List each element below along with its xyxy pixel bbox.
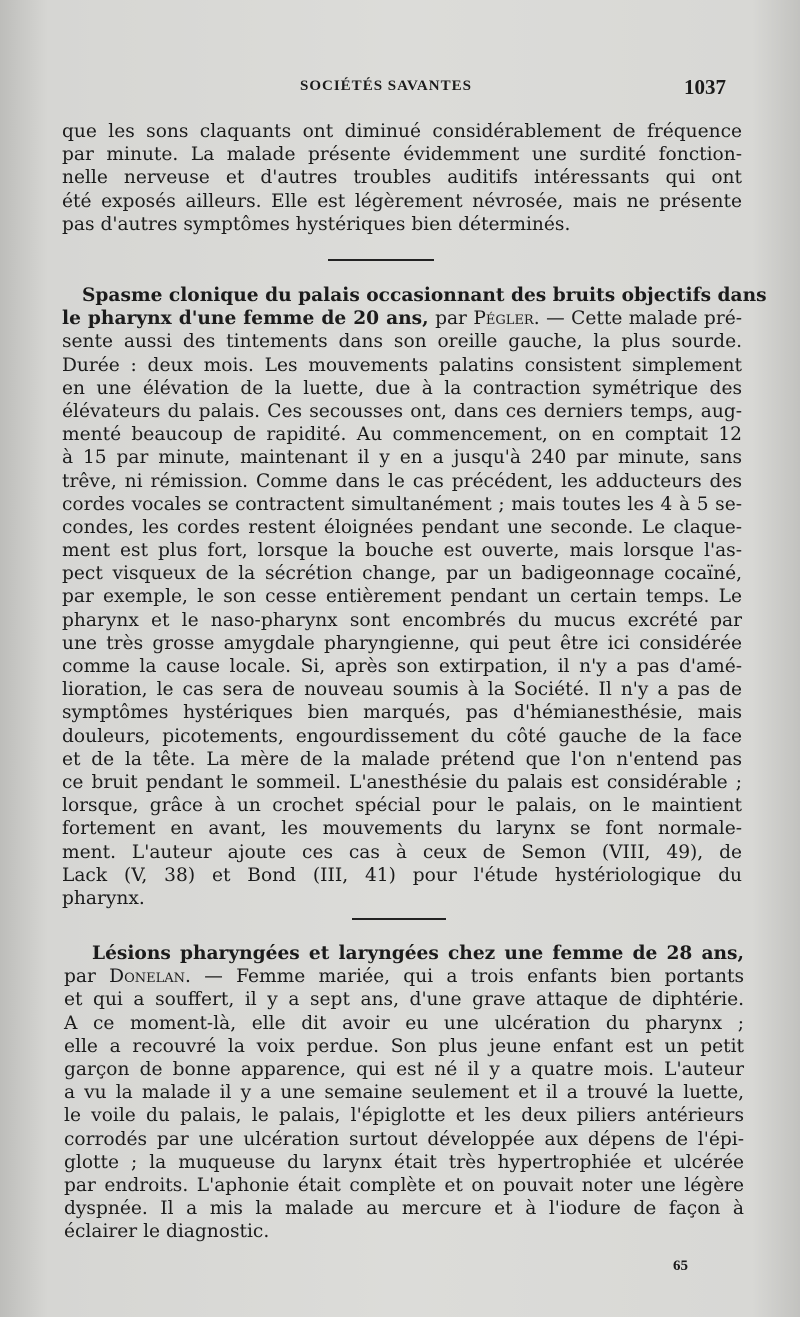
text-line: le voile du palais, le palais, l'épiglotte et les deux piliers antérieurs	[64, 1105, 744, 1127]
text-line: trêve, ni rémission. Comme dans le cas précédent, les adducteurs des	[62, 470, 742, 492]
text-line: fortement en avant, les mouvements du larynx se font normale-	[62, 818, 742, 840]
text-line: a vu la malade il y a une semaine seulement et il a trouvé la luette,	[64, 1082, 744, 1104]
author-name: Pégler	[473, 308, 534, 330]
text-line: sente aussi des tintements dans son oreille gauche, la plus sourde.	[62, 331, 742, 353]
text-line: éclairer le diagnostic.	[64, 1221, 270, 1243]
text-line: elle a recouvré la voix perdue. Son plus jeune enfant est un petit	[64, 1035, 744, 1057]
text-line: par minute. La malade présente évidemment une surdité fonction-	[62, 144, 742, 166]
text-line: par endroits. L'aphonie était complète et on pouvait noter une légère	[64, 1174, 744, 1196]
text-line: une très grosse amygdale pharyngienne, qui peut être ici considérée	[62, 632, 742, 654]
text-line: pect visqueux de la sécrétion change, par un badigeonnage cocaïné,	[62, 563, 742, 585]
text-line: garçon de bonne apparence, qui est né il y a quatre mois. L'auteur	[64, 1058, 744, 1080]
section-divider	[352, 918, 446, 920]
text-line: pharynx et le naso-pharynx sont encombrés du mucus excrété par	[62, 609, 742, 631]
text-line: ce bruit pendant le sommeil. L'anesthésie du palais est considérable ;	[62, 771, 742, 793]
text-span: . — Femme mariée, qui a trois enfants bien portants	[185, 966, 744, 988]
text-line: nelle nerveuse et d'autres troubles auditifs intéressants qui ont	[62, 167, 742, 189]
section-title-continued: le pharynx d'une femme de 20 ans,	[62, 308, 429, 330]
text-line: pas d'autres symptômes hystériques bien déterminés.	[62, 213, 571, 235]
section-divider	[328, 259, 434, 261]
text-line: élévateurs du palais. Ces secousses ont, dans ces derniers temps, aug-	[62, 400, 742, 422]
text-line: lorsque, grâce à un crochet spécial pour le palais, on le maintient	[62, 795, 742, 817]
text-line: Lack (V, 38) et Bond (III, 41) pour l'étude hystériologique du	[62, 864, 742, 886]
text-line: douleurs, picotements, engourdissement du côté gauche de la face	[62, 725, 742, 747]
text-line: cordes vocales se contractent simultanément ; mais toutes les 4 à 5 se-	[62, 493, 742, 515]
author-prefix: par	[64, 966, 110, 988]
text-line: corrodés par une ulcération surtout développée aux dépens de l'épi-	[64, 1128, 744, 1150]
text-line: ment est plus fort, lorsque la bouche est ouverte, mais lorsque l'as-	[62, 540, 742, 562]
running-head: SOCIÉTÉS SAVANTES	[300, 78, 472, 94]
text-line: à 15 par minute, maintenant il y en a jusqu'à 240 par minute, sans	[62, 447, 742, 469]
text-line: condes, les cordes restent éloignées pendant une seconde. Le claque-	[62, 516, 742, 538]
text-line: pharynx.	[62, 887, 145, 909]
text-line: en une élévation de la luette, due à la contraction symétrique des	[62, 377, 742, 399]
section-title: Spasme clonique du palais occasionnant des bruits objectifs dans	[82, 285, 767, 306]
text-span: . — Cette malade pré-	[533, 308, 742, 330]
section-lesions	[64, 942, 744, 1243]
text-line: symptômes hystériques bien marqués, pas d'hémianesthésie, mais	[62, 702, 742, 724]
text-line: A ce moment-là, elle dit avoir eu une ulcération du pharynx ;	[64, 1012, 744, 1034]
text-line: comme la cause locale. Si, après son extirpation, il n'y a pas d'amé-	[62, 656, 742, 677]
text-line: ment. L'auteur ajoute ces cas à ceux de Semon (VIII, 49), de	[62, 841, 742, 863]
text-line: été exposés ailleurs. Elle est légèrement névrosée, mais ne présente	[62, 190, 742, 212]
text-line: que les sons claquants ont diminué considérablement de fréquence	[62, 121, 742, 142]
text-line	[64, 965, 744, 988]
author-name: Donelan	[109, 966, 185, 988]
text-line: Durée : deux mois. Les mouvements palatins consistent simplement	[62, 354, 742, 376]
text-line: et de la tête. La mère de la malade prétend que l'on n'entend pas	[62, 748, 742, 770]
text-line: menté beaucoup de rapidité. Au commencement, on en comptait 12	[62, 424, 742, 446]
section-spasme-clonique	[62, 284, 767, 910]
section-title: Lésions pharyngées et laryngées chez une femme de 28 ans,	[92, 943, 744, 964]
text-line: glotte ; la muqueuse du larynx était très hypertrophiée et ulcérée	[64, 1151, 744, 1173]
author-prefix: par	[428, 308, 474, 330]
text-line: lioration, le cas sera de nouveau soumis à la Société. Il n'y a pas de	[62, 679, 742, 701]
page-number: 1037	[684, 75, 726, 99]
text-line	[62, 307, 742, 330]
signature-mark: 65	[673, 1258, 688, 1274]
text-line: et qui a souffert, il y a sept ans, d'une grave attaque de diphtérie.	[64, 989, 744, 1011]
page-header	[78, 75, 728, 102]
paragraph-continuation	[62, 120, 742, 236]
text-line: par exemple, le son cesse entièrement pendant un certain temps. Le	[62, 586, 742, 608]
text-line: dyspnée. Il a mis la malade au mercure et à l'iodure de façon à	[64, 1198, 744, 1220]
